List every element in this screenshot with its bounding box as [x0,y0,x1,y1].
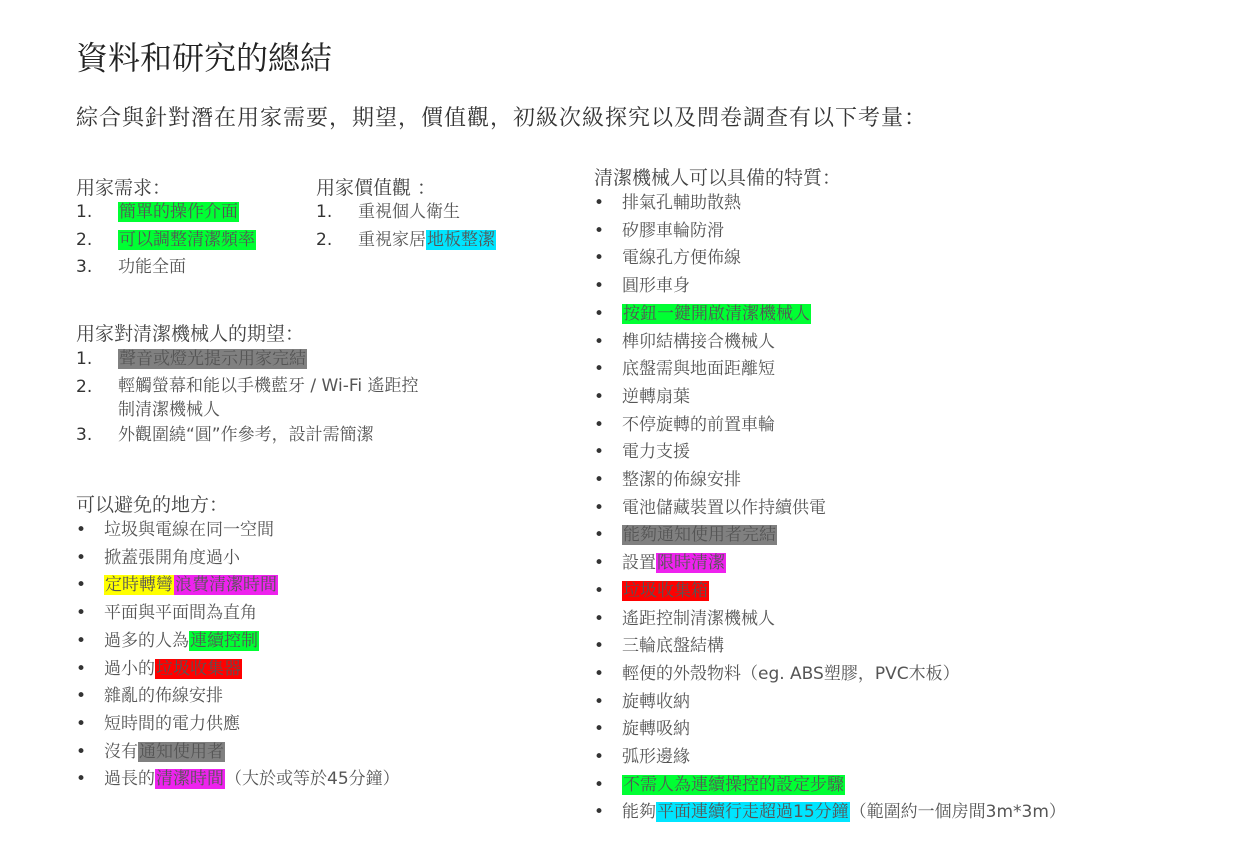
bullet-icon: • [594,470,605,491]
list-item [594,412,1066,440]
features-list [594,190,1066,827]
bullet-icon: • [594,663,605,684]
list-item [594,744,1066,772]
page-subtitle: 綜合與針對潛在用家需要，期望，價值觀，初級次級探究以及問卷調查有以下考量： [76,106,928,131]
list-item [594,439,1066,467]
item-text: 功能全面 [118,257,186,278]
bullet-icon: • [594,497,605,518]
list-item [594,578,1066,606]
item-text: 重視家居 [358,229,426,250]
item-text: 榫卯結構接合機械人 [622,331,775,352]
highlighted-text: 地板整潔 [427,229,495,250]
item-text: 輕便的外殼物料（eg. ABS塑膠，PVC木板） [622,663,960,684]
bullet-icon: • [76,658,87,679]
bullet-icon: • [594,525,605,546]
list-item [594,190,1066,218]
item-number: 3. [76,257,93,278]
item-text: 弧形邊緣 [622,747,690,768]
item-text-line: 制清潔機械人 [118,399,220,420]
highlighted-text: 垃圾收集箱 [623,580,708,601]
bullet-icon: • [76,575,87,596]
item-text: 不停旋轉的前置車輪 [622,414,775,435]
list-item [76,766,400,794]
item-text: 遙距控制清潔機械人 [622,608,775,629]
highlighted-text: 通知使用者 [139,741,224,762]
list-item [594,218,1066,246]
list-item [594,550,1066,578]
highlighted-text: 能夠通知使用者完結 [623,525,776,546]
item-text: 雜亂的佈線安排 [104,686,223,707]
item-text: 短時間的電力供應 [104,713,240,734]
bullet-icon: • [594,580,605,601]
list-item [594,329,1066,357]
list-item [594,301,1066,329]
bullet-icon: • [76,713,87,734]
needs-list [76,199,256,282]
item-text: 電池儲藏裝置以作持續供電 [622,497,826,518]
values-heading: 用家價值觀 ： [316,177,437,199]
item-text: 整潔的佈線安排 [622,470,741,491]
item-text: 逆轉扇葉 [622,386,690,407]
item-text: 過多的人為 [104,630,189,651]
item-text: 排氣孔輔助散熱 [622,193,741,213]
bullet-icon: • [76,686,87,707]
item-text: 設置 [622,553,656,574]
list-item [76,600,400,628]
list-item [594,495,1066,523]
expectations-heading: 用家對清潔機械人的期望： [76,323,305,345]
list-item [594,661,1066,689]
bullet-icon: • [594,414,605,435]
bullet-icon: • [594,691,605,712]
bullet-icon: • [76,769,87,790]
list-item [316,199,496,227]
expectations-list [76,346,419,449]
item-text: 掀蓋張開角度過小 [104,547,240,568]
item-number: 2. [76,376,93,397]
bullet-icon: • [76,630,87,651]
list-item [76,374,419,422]
item-text: 重視個人衛生 [358,202,460,222]
item-number: 2. [76,229,93,250]
avoid-list [76,517,400,794]
item-text: 沒有 [104,741,138,762]
highlighted-text: 簡單的操作介面 [119,202,238,222]
bullet-icon: • [594,802,605,823]
list-item [594,273,1066,301]
list-item [76,545,400,573]
highlighted-text: 不需人為連續操控的設定步驟 [623,774,844,795]
list-item [594,633,1066,661]
item-text: 圓形車身 [622,276,690,297]
list-item [76,711,400,739]
list-item [76,572,400,600]
list-item [594,772,1066,800]
highlighted-text: 限時清潔 [657,553,725,574]
item-text: 電線孔方便佈線 [622,248,741,269]
bullet-icon: • [594,220,605,241]
list-item [594,384,1066,412]
list-item [76,227,256,255]
bullet-icon: • [594,248,605,269]
item-text: 外觀圍繞“圓”作參考，設計需簡潔 [118,424,374,445]
highlighted-text: 平面連續行走超過15分鐘 [657,802,849,823]
list-item [594,606,1066,634]
bullet-icon: • [76,547,87,568]
bullet-icon: • [594,386,605,407]
item-number: 3. [76,424,93,445]
bullet-icon: • [594,359,605,380]
list-item [76,346,419,374]
item-number: 1. [76,202,93,222]
bullet-icon: • [76,520,87,540]
list-item [316,227,496,255]
item-text: 三輪底盤結構 [622,636,724,657]
item-text: （範圍約一個房間3m*3m） [849,802,1066,823]
highlighted-text: 清潔時間 [156,769,224,790]
values-list [316,199,496,254]
item-text: 旋轉吸納 [622,719,690,740]
item-text-line: 輕觸螢幕和能以手機藍牙 / Wi-Fi 遙距控 [118,375,419,396]
bullet-icon: • [594,719,605,740]
bullet-icon: • [594,636,605,657]
bullet-icon: • [76,741,87,762]
item-text: 過長的 [104,769,155,790]
list-item [76,254,256,282]
bullet-icon: • [76,603,87,624]
item-number: 1. [76,349,93,369]
bullet-icon: • [594,276,605,297]
page-title: 資料和研究的總結 [76,39,333,77]
item-text: 旋轉收納 [622,691,690,712]
bullet-icon: • [594,747,605,768]
item-text: 過小的 [104,658,155,679]
item-text: 能夠 [622,802,656,823]
features-heading: 清潔機械人可以具備的特質： [594,167,842,189]
list-item [76,199,256,227]
item-text: 平面與平面間為直角 [104,603,257,624]
list-item [76,683,400,711]
needs-heading: 用家需求： [76,177,172,199]
item-text: （大於或等於45分鐘） [225,769,400,790]
bullet-icon: • [594,774,605,795]
highlighted-text: 按鈕一鍵開啟清潔機械人 [623,303,810,324]
list-item [594,689,1066,717]
highlighted-text: 可以調整清潔頻率 [119,229,255,250]
list-item [76,656,400,684]
list-item [594,467,1066,495]
list-item [594,799,1066,827]
bullet-icon: • [594,303,605,324]
list-item [594,356,1066,384]
list-item [594,716,1066,744]
list-item [76,739,400,767]
list-item [76,517,400,545]
highlighted-text: 浪費清潔時間 [175,575,277,596]
highlighted-text: 聲音或燈光提示用家完結 [119,349,306,369]
item-text: 垃圾與電線在同一空間 [104,520,274,540]
item-number: 2. [316,229,333,250]
highlighted-text: 連續控制 [190,630,258,651]
avoid-heading: 可以避免的地方： [76,494,229,516]
list-item [594,522,1066,550]
item-text: 電力支援 [622,442,690,463]
list-item [76,628,400,656]
bullet-icon: • [594,608,605,629]
bullet-icon: • [594,553,605,574]
list-item [594,245,1066,273]
highlighted-text: 定時轉彎 [105,575,173,596]
bullet-icon: • [594,193,605,213]
item-number: 1. [316,202,333,222]
list-item [76,422,419,450]
item-text: 矽膠車輪防滑 [622,220,724,241]
item-text: 底盤需與地面距離短 [622,359,775,380]
highlighted-text: 垃圾收集器 [156,658,241,679]
bullet-icon: • [594,331,605,352]
bullet-icon: • [594,442,605,463]
